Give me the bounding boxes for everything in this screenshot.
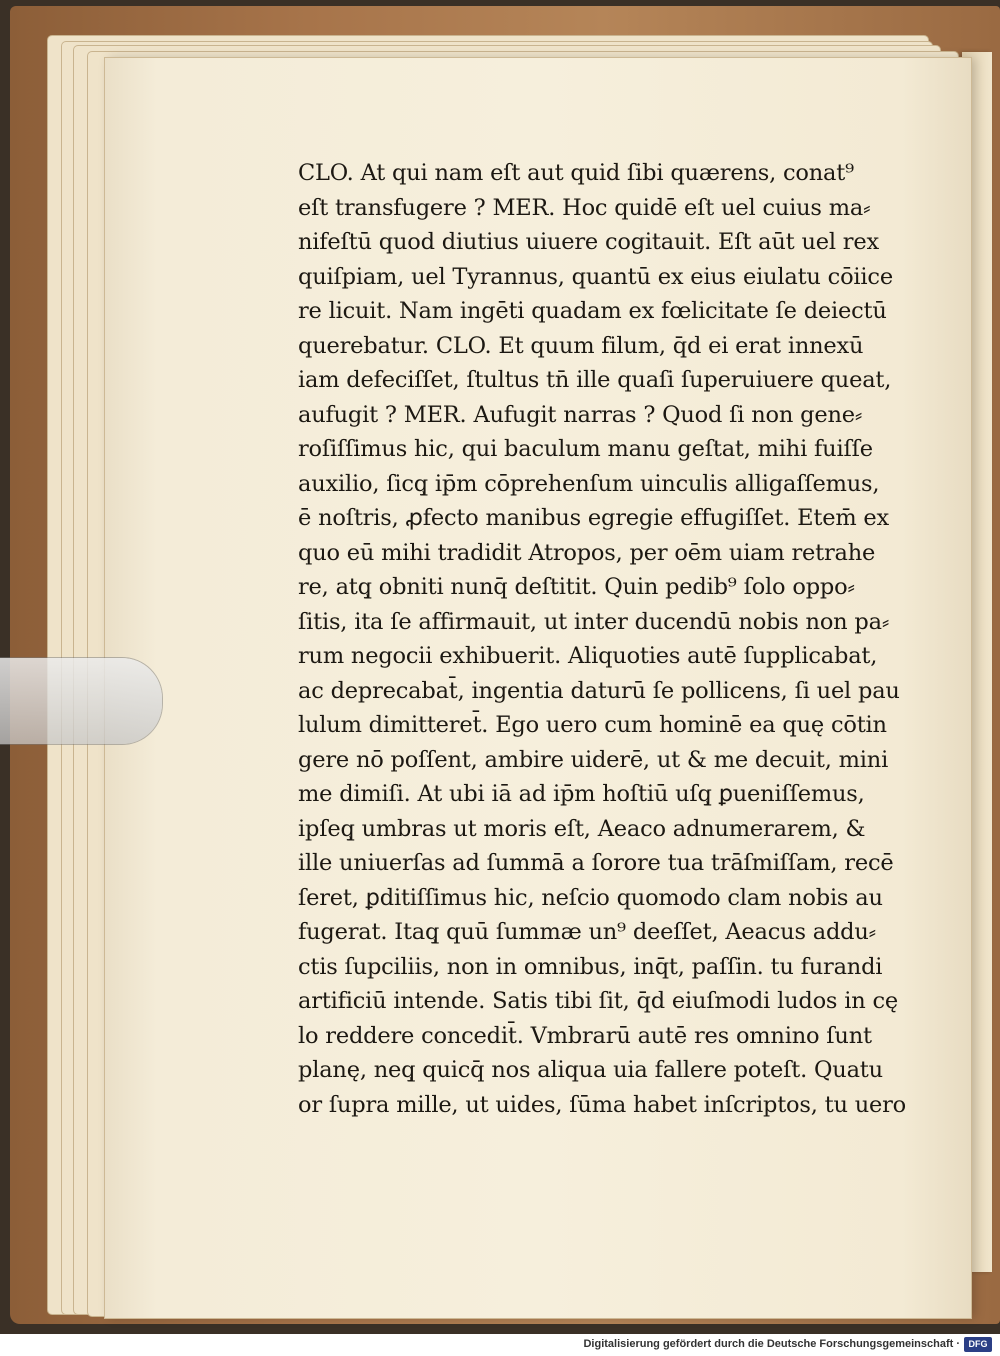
text-line: ſitis, ita ſe affirmauit, ut inter ducendū nobis non pa⸗ — [298, 608, 890, 635]
text-line: rum negocii exhibuerit. Aliquoties autē ſupplicabat, — [298, 643, 878, 669]
text-line: lo reddere concedit̄. Vmbrarū autē res omnino ſunt — [298, 1022, 872, 1049]
text-line: quo eū mihi tradidit Atropos, per oēm uiam retrahe — [298, 539, 876, 566]
text-line: ac deprecabat̄, ingentia daturū ſe pollicens, ſi uel pau — [298, 677, 900, 704]
page-holder-strip — [0, 658, 162, 744]
footer-bar — [0, 1334, 1000, 1356]
text-line: quiſpiam, uel Tyrannus, quantū ex eius eiulatu cōiice — [298, 263, 893, 290]
text-line: lulum dimitteret̄. Ego uero cum hominē ea quę cōtin — [298, 712, 887, 738]
text-line: ſeret, ꝑditiſſimus hic, neſcio quomodo clam nobis au — [298, 884, 883, 911]
page-text-block — [298, 156, 907, 1122]
text-line: eſt transfugere ? MER. Hoc quidē eſt uel cuius ma⸗ — [298, 194, 871, 221]
text-line: nifeſtū quod diutius uiuere cogitauit. Eſt aūt uel rex — [298, 229, 879, 255]
text-line: or ſupra mille, ut uides, ſūma habet inſcriptos, tu uero — [298, 1091, 907, 1118]
funding-credit: Digitalisierung gefördert durch die Deutsche Forschungsgemeinschaft · — [583, 1338, 960, 1350]
text-line: re licuit. Nam ingēti quadam ex fœlicitate ſe deiectū — [298, 298, 887, 324]
dfg-logo: DFG — [964, 1337, 992, 1352]
text-line: aufugit ? MER. Aufugit narras ? Quod ſi non gene⸗ — [298, 401, 863, 428]
text-line: planę, neq̧ quicq̄ nos aliqua uia fallere poteſt. Quatu — [298, 1057, 883, 1083]
text-line: gere nō poſſent, ambire uiderē, ut & me decuit, mini — [298, 746, 889, 773]
text-line: ē noſtris, ꝓfecto manibus egregie effugiſſet. Etem̄ ex — [298, 505, 890, 531]
text-line: auxilio, ſicq̧ ip̄m cōprehenſum uinculis alligaſſemus, — [298, 470, 880, 497]
text-line: roſiſſimus hic, qui baculum manu geſtat, mihi fuiſſe — [298, 436, 873, 462]
text-line: artificiū intende. Satis tibi ſit, q̄d eiuſmodi ludos in cę — [298, 988, 898, 1014]
text-line: re, atq̧ obniti nunq̄ deſtitit. Quin pedib⁹ ſolo oppo⸗ — [298, 574, 855, 600]
text-line: CLO. At qui nam eſt aut quid ſibi quærens, conat⁹ — [298, 160, 854, 186]
text-line: ipſeq̧ umbras ut moris eſt, Aeaco adnumerarem, & — [298, 815, 866, 842]
text-line: fugerat. Itaq̧ quū ſummæ un⁹ deeſſet, Aeacus addu⸗ — [298, 919, 876, 945]
text-line: ille uniuerſas ad ſummā a ſorore tua trāſmiſſam, recē — [298, 850, 894, 876]
text-line: iam defeciſſet, ſtultus tn̄ ille quaſi ſuperuiuere queat, — [298, 367, 892, 393]
text-line: ctis ſupciliis, non in omnibus, inq̄t, paſſin. tu furandi — [298, 953, 883, 980]
text-line: me dimiſi. At ubi iā ad ip̄m hoſtiū uſq̧ ꝑueniſſemus, — [298, 781, 865, 807]
text-line: querebatur. CLO. Et quum filum, q̄d ei erat innexū — [298, 332, 864, 359]
